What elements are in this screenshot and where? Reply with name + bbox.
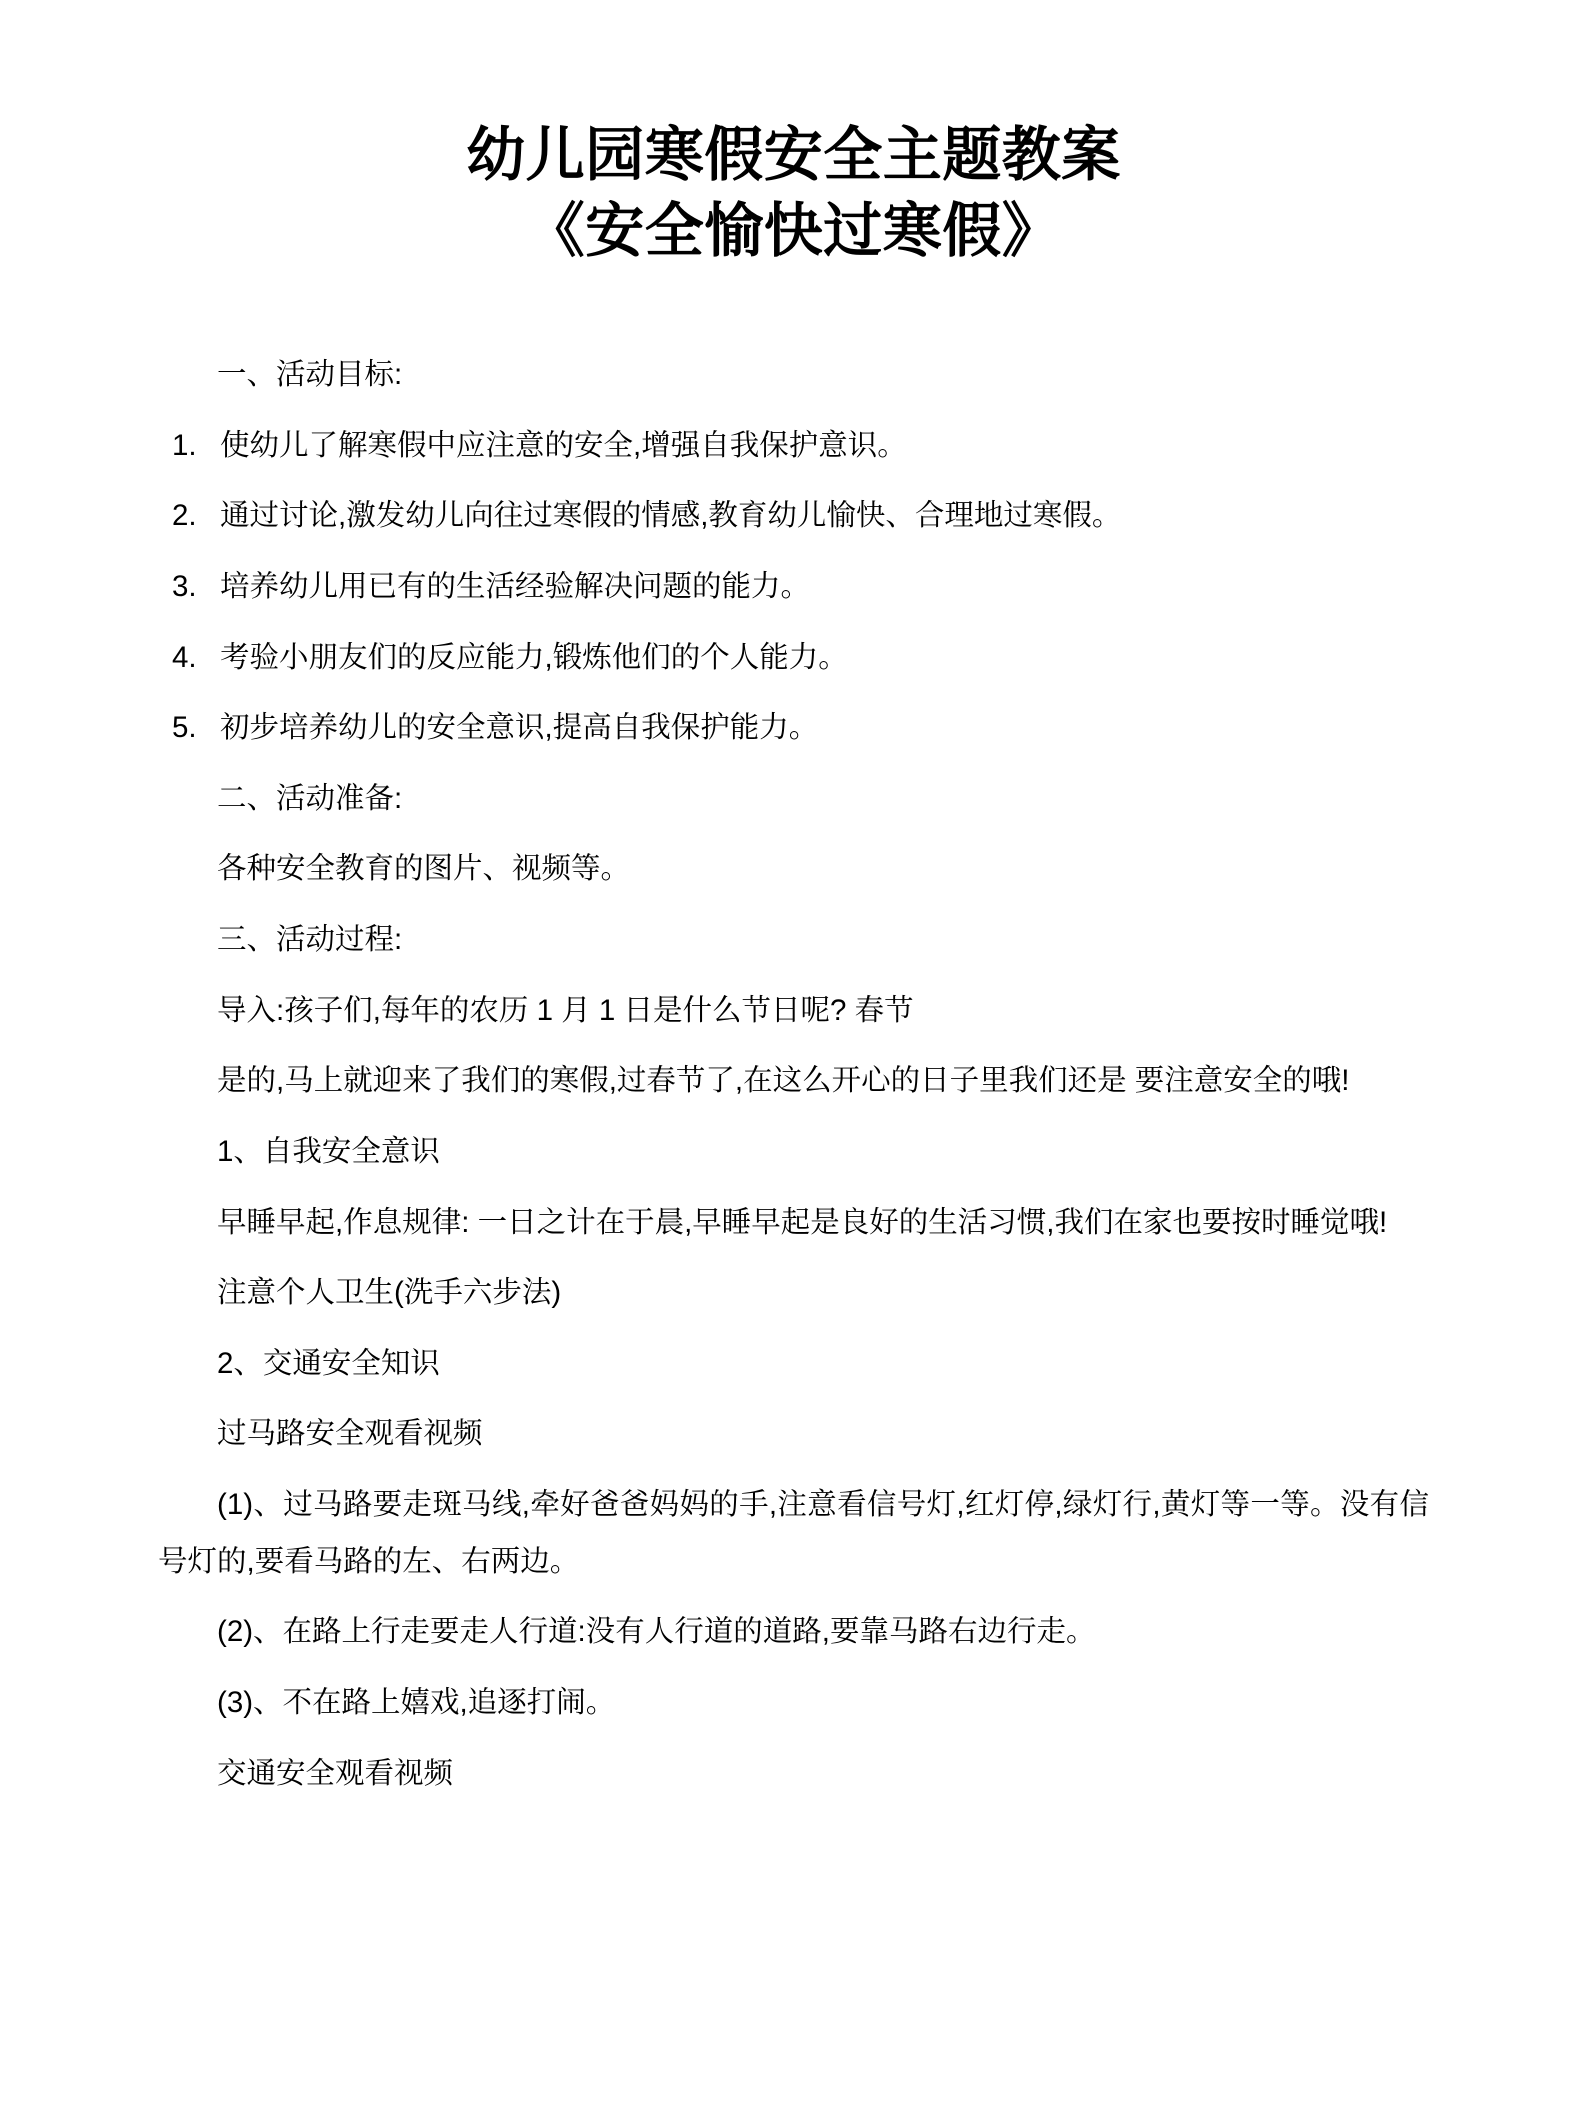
crossing-video-line: 过马路安全观看视频 bbox=[217, 1417, 483, 1451]
list-item-text: 使幼儿了解寒假中应注意的安全,增强自我保护意识。 bbox=[220, 428, 907, 462]
list-item bbox=[158, 488, 1429, 545]
preparation-text: 各种安全教育的图片、视频等。 bbox=[217, 852, 631, 886]
hygiene-line: 注意个人卫生(洗手六步法) bbox=[217, 1276, 562, 1310]
list-item bbox=[158, 559, 1429, 616]
traffic-rule-1: (1)、过马路要走斑马线,牵好爸爸妈妈的手,注意看信号灯,红灯停,绿灯行,黄灯等一等。没有信号灯的,要看马路的左、右两边。 bbox=[158, 1488, 1429, 1578]
list-item bbox=[158, 630, 1429, 687]
list-item bbox=[158, 700, 1429, 757]
process-intro-paragraph: 是的,马上就迎来了我们的寒假,过春节了,在这么开心的日子里我们还是 要注意安全的哦! bbox=[217, 1064, 1350, 1098]
list-item-number: 2. bbox=[172, 499, 197, 533]
list-item-number: 4. bbox=[172, 640, 197, 674]
list-item bbox=[158, 418, 1429, 475]
title-block bbox=[158, 0, 1429, 269]
subsection-heading-self-safety: 1、自我安全意识 bbox=[217, 1134, 440, 1168]
section-heading-objectives: 一、活动目标: bbox=[217, 358, 403, 392]
list-item-text: 培养幼儿用已有的生活经验解决问题的能力。 bbox=[220, 569, 811, 603]
traffic-rule-2: (2)、在路上行走要走人行道:没有人行道的道路,要靠马路右边行走。 bbox=[217, 1615, 1096, 1649]
subsection-heading-traffic-safety: 2、交通安全知识 bbox=[217, 1346, 440, 1380]
page-subtitle: 《安全愉快过寒假》 bbox=[525, 197, 1062, 264]
self-safety-paragraph: 早睡早起,作息规律: 一日之计在于晨,早睡早起是良好的生活习惯,我们在家也要按时睡觉哦! bbox=[217, 1205, 1388, 1239]
section-heading-process: 三、活动过程: bbox=[217, 923, 403, 957]
objectives-list bbox=[158, 418, 1429, 757]
list-item-number: 5. bbox=[172, 711, 197, 745]
list-item-text: 考验小朋友们的反应能力,锻炼他们的个人能力。 bbox=[220, 640, 848, 674]
document-body bbox=[158, 347, 1429, 1802]
list-item-text: 通过讨论,激发幼儿向往过寒假的情感,教育幼儿愉快、合理地过寒假。 bbox=[220, 499, 1122, 533]
traffic-rule-3: (3)、不在路上嬉戏,追逐打闹。 bbox=[217, 1685, 616, 1719]
list-item-number: 1. bbox=[172, 428, 197, 462]
list-item-text: 初步培养幼儿的安全意识,提高自我保护能力。 bbox=[220, 711, 819, 745]
list-item-number: 3. bbox=[172, 569, 197, 603]
traffic-video-line: 交通安全观看视频 bbox=[217, 1756, 454, 1790]
section-heading-preparation: 二、活动准备: bbox=[217, 781, 403, 815]
process-intro-line: 导入:孩子们,每年的农历 1 月 1 日是什么节日呢? 春节 bbox=[217, 993, 914, 1027]
page-title: 幼儿园寒假安全主题教案 bbox=[466, 122, 1121, 188]
